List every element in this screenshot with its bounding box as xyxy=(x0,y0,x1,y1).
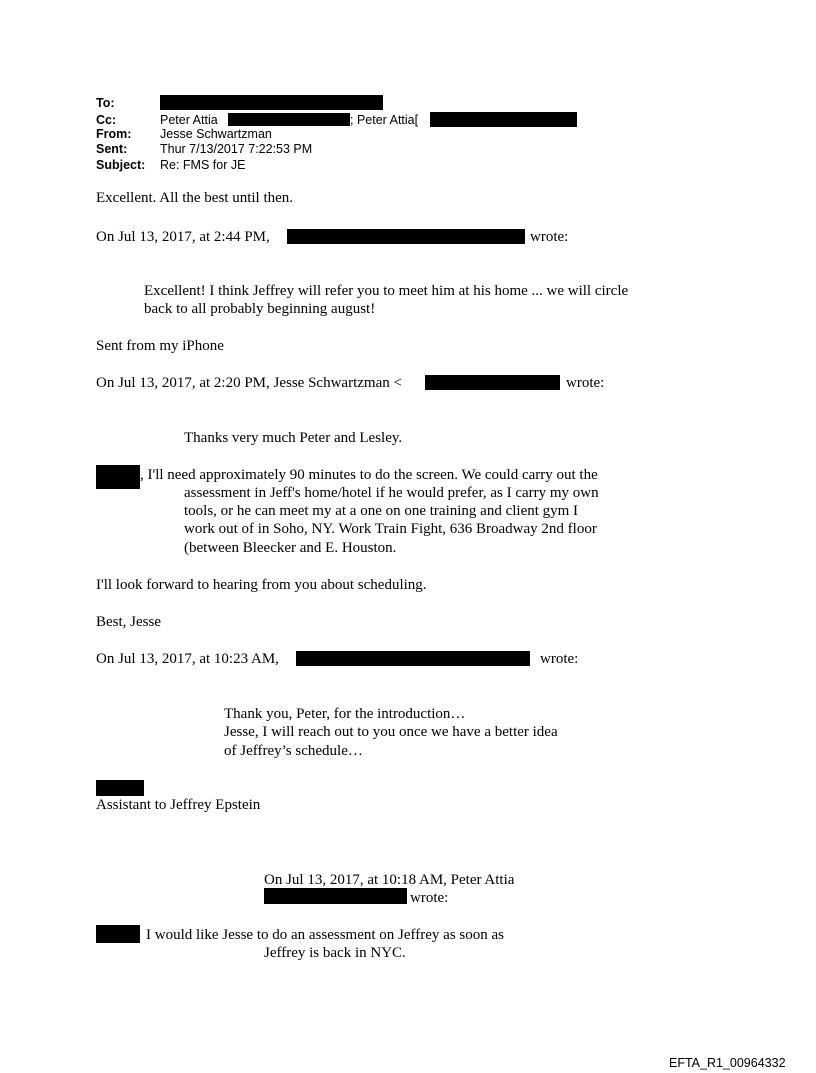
redacted-sender-2 xyxy=(425,375,560,390)
assistant-title: Assistant to Jeffrey Epstein xyxy=(96,797,261,813)
best-jesse: Best, Jesse xyxy=(96,614,161,630)
document-id: EFTA_R1_00964332 xyxy=(669,1056,786,1070)
sent-value: Thur 7/13/2017 7:22:53 PM xyxy=(160,142,313,156)
sent-label: Sent: xyxy=(96,142,128,156)
para4-line1: Thank you, Peter, for the introduction… xyxy=(224,706,466,722)
redacted-cc-email-2 xyxy=(430,112,577,127)
para3-line1: , I'll need approximately 90 minutes to do the screen. We could carry out the xyxy=(140,467,598,483)
cc-value-part1: Peter Attia xyxy=(160,113,218,127)
to-label: To: xyxy=(96,96,115,110)
cc-label: Cc: xyxy=(96,113,117,127)
quote-header-2: On Jul 13, 2017, at 2:20 PM, Jesse Schwartzman < xyxy=(96,375,402,391)
quote-header-1: On Jul 13, 2017, at 2:44 PM, xyxy=(96,229,270,245)
para2-line1: Excellent! I think Jeffrey will refer you to meet him at his home ... we will circle xyxy=(144,283,629,299)
quote-header-3-wrote: wrote: xyxy=(540,651,579,667)
para4-line3: of Jeffrey’s schedule… xyxy=(224,743,363,759)
body-line-excellent: Excellent. All the best until then. xyxy=(96,190,294,206)
para3-line2: assessment in Jeff's home/hotel if he would prefer, as I carry my own xyxy=(184,485,599,501)
quote-header-2-wrote: wrote: xyxy=(566,375,605,391)
sent-from-iphone: Sent from my iPhone xyxy=(96,338,224,354)
subject-value: Re: FMS for JE xyxy=(160,158,246,172)
redacted-name-1 xyxy=(96,465,140,489)
redacted-cc-email-1 xyxy=(228,113,350,126)
redacted-sender-4 xyxy=(264,888,407,904)
para3-line4: work out of in Soho, NY. Work Train Fight, 636 Broadway 2nd floor xyxy=(184,521,597,537)
from-label: From: xyxy=(96,127,132,141)
redacted-to-recipient xyxy=(160,95,383,110)
subject-label: Subject: xyxy=(96,158,146,172)
quote-header-3: On Jul 13, 2017, at 10:23 AM, xyxy=(96,651,279,667)
thanks-line: Thanks very much Peter and Lesley. xyxy=(184,430,403,446)
quote-header-1-wrote: wrote: xyxy=(530,229,569,245)
redacted-name-2 xyxy=(96,925,140,943)
para4-line2: Jesse, I will reach out to you once we have a better idea xyxy=(224,724,558,740)
quote-header-4-wrote: wrote: xyxy=(410,890,449,906)
cc-value-part2: ; Peter Attia[ xyxy=(350,113,419,127)
para2-line2: back to all probably beginning august! xyxy=(144,301,376,317)
para3-line3: tools, or he can meet my at a one on one training and client gym I xyxy=(184,503,579,519)
redacted-sender-3 xyxy=(296,651,530,666)
para5-line2: Jeffrey is back in NYC. xyxy=(264,945,406,961)
para5-line1: I would like Jesse to do an assessment on Jeffrey as soon as xyxy=(146,927,504,943)
look-forward-line: I'll look forward to hearing from you about scheduling. xyxy=(96,577,427,593)
para3-line5: (between Bleecker and E. Houston. xyxy=(184,540,397,556)
redacted-assistant-name xyxy=(96,780,144,796)
quote-header-4: On Jul 13, 2017, at 10:18 AM, Peter Attia xyxy=(264,872,515,888)
redacted-sender-1 xyxy=(287,229,525,244)
from-value: Jesse Schwartzman xyxy=(160,127,272,141)
